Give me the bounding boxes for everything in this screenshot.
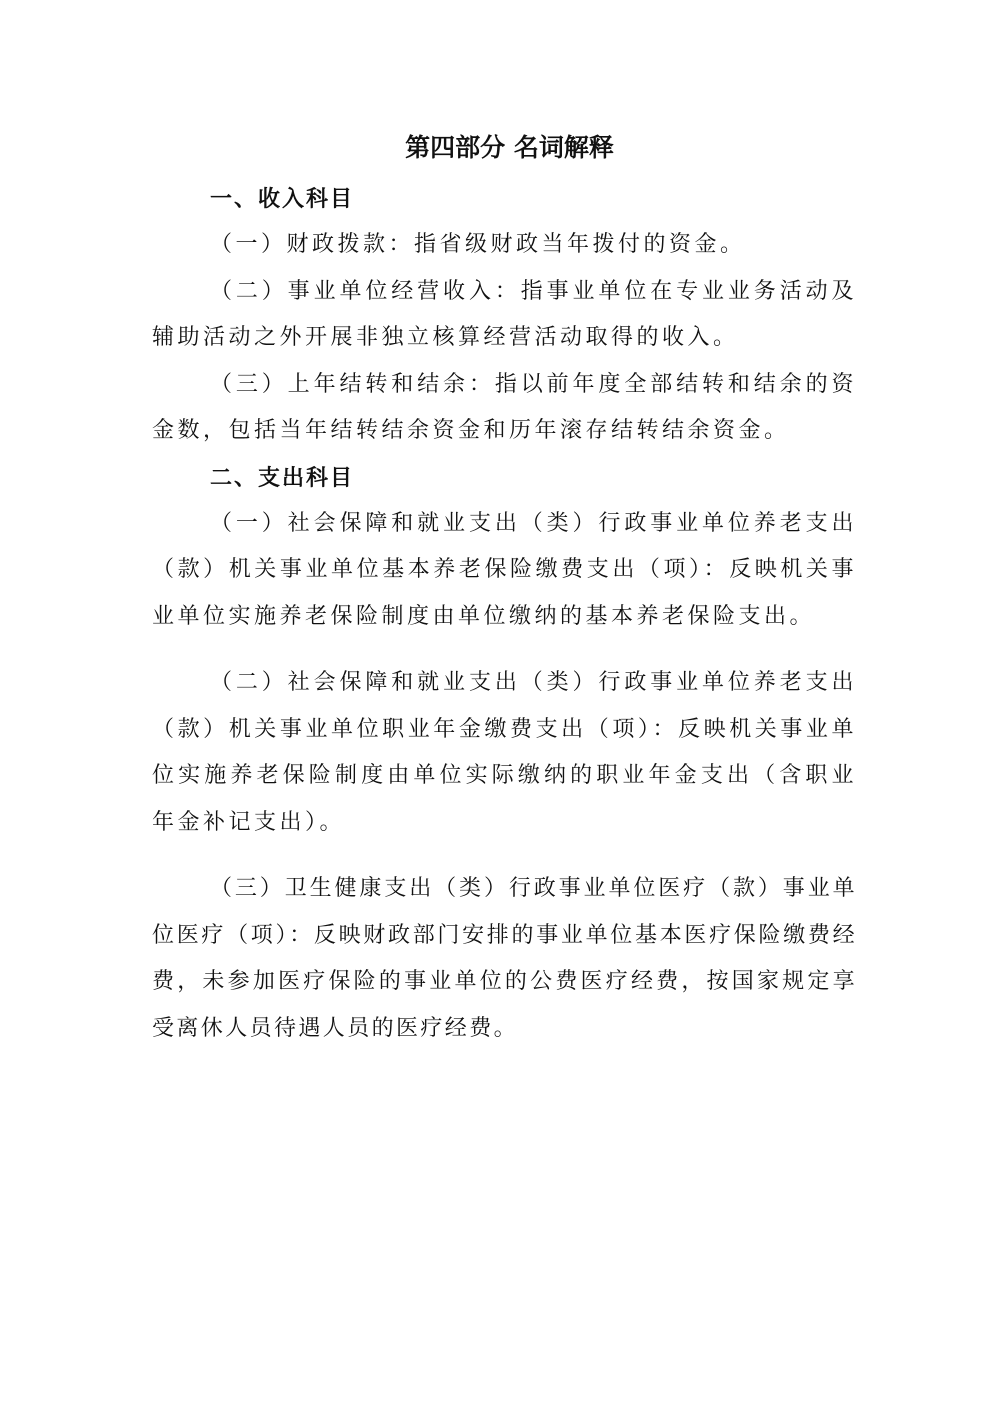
section-heading-expenditure: 二、支出科目 <box>210 464 355 491</box>
paragraph-expenditure-2: （二）社会保障和就业支出（类）行政事业单位养老支出（款）机关事业单位职业年金缴费支出（项）：反映机关事业单位实施养老保险制度由单位实际缴纳的职业年金支出（含职业年金补记支出）。 <box>152 670 857 835</box>
paragraph-income-3: （三）上年结转和结余：指以前年度全部结转和结余的资金数，包括当年结转结余资金和历年滚存结转结余资金。 <box>152 371 857 443</box>
paragraph-gap <box>152 846 857 866</box>
paragraph-income-2: （二）事业单位经营收入：指事业单位在专业业务活动及辅助活动之外开展非独立核算经营活动取得的收入。 <box>152 278 857 350</box>
paragraph-gap <box>152 640 857 660</box>
page-title: 第四部分 名词解释 <box>405 133 614 162</box>
paragraph-expenditure-3: （三）卫生健康支出（类）行政事业单位医疗（款）事业单位医疗（项）：反映财政部门安排的事业单位基本医疗保险缴费经费，未参加医疗保险的事业单位的公费医疗经费，按国家规定享受离休人员待遇人员的医疗经费。 <box>152 876 857 1041</box>
paragraph-expenditure-1: （一）社会保障和就业支出（类）行政事业单位养老支出（款）机关事业单位基本养老保险缴费支出（项）：反映机关事业单位实施养老保险制度由单位缴纳的基本养老保险支出。 <box>152 510 857 629</box>
paragraph-income-1: （一）财政拨款：指省级财政当年拨付的资金。 <box>210 232 746 257</box>
section-heading-income: 一、收入科目 <box>210 186 355 212</box>
document-page <box>152 128 857 1052</box>
